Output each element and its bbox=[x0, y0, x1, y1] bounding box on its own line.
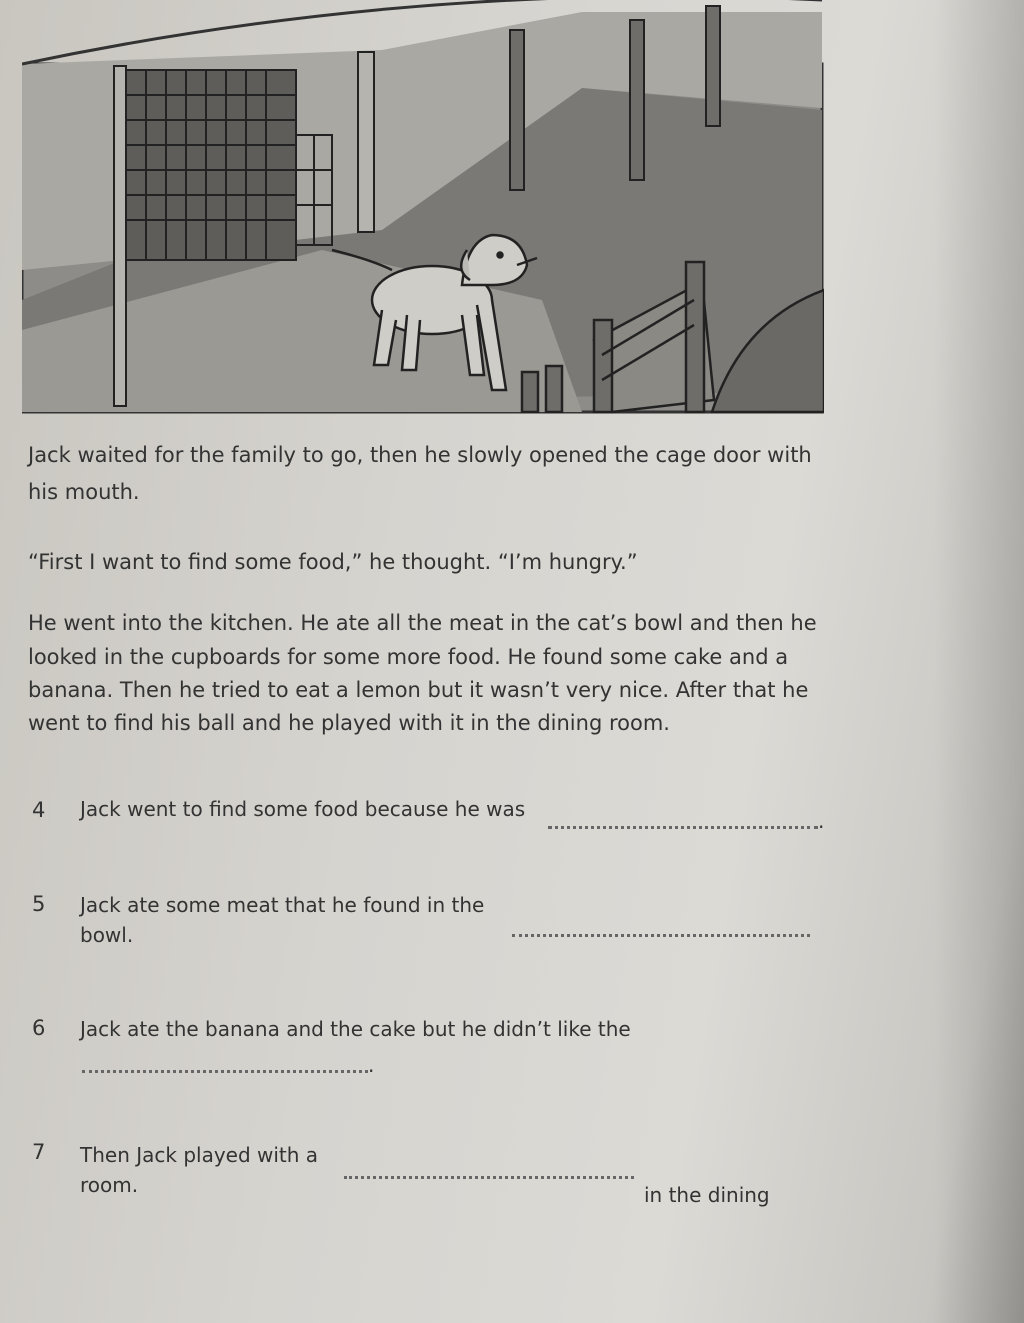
story-illustration bbox=[22, 0, 824, 415]
question-4-end: . bbox=[818, 809, 825, 833]
story-paragraph-line-2: looked in the cupboards for some more food. He found some cake and a bbox=[28, 645, 789, 669]
page-shadow bbox=[934, 0, 1024, 1323]
question-5-number: 5 bbox=[32, 892, 46, 916]
story-paragraph-line-3: banana. Then he tried to eat a lemon but it wasn’t very nice. After that he bbox=[28, 678, 809, 702]
question-4-answer-blank[interactable] bbox=[548, 826, 818, 829]
question-7-end: in the dining bbox=[644, 1183, 770, 1207]
question-5-text: Jack ate some meat that he found in the bbox=[80, 893, 485, 917]
story-line-2: his mouth. bbox=[28, 480, 140, 504]
question-4-text: Jack went to find some food because he was bbox=[80, 797, 526, 821]
question-7-number: 7 bbox=[32, 1140, 46, 1164]
dog-in-house-picture bbox=[22, 0, 824, 415]
story-paragraph-line-1: He went into the kitchen. He ate all the meat in the cat’s bowl and then he bbox=[28, 611, 817, 635]
question-4-number: 4 bbox=[32, 798, 46, 822]
story-paragraph-line-4: went to find his ball and he played with it in the dining room. bbox=[28, 711, 670, 735]
question-5-answer-blank[interactable] bbox=[512, 934, 810, 937]
question-5-end: bowl. bbox=[80, 923, 134, 947]
story-line-1: Jack waited for the family to go, then he slowly opened the cage door with bbox=[28, 443, 812, 467]
question-6-number: 6 bbox=[32, 1016, 46, 1040]
question-6-answer-blank[interactable] bbox=[82, 1070, 368, 1073]
question-7-text: Then Jack played with a bbox=[80, 1143, 319, 1167]
question-7-answer-blank[interactable] bbox=[344, 1176, 634, 1179]
question-7-room: room. bbox=[80, 1173, 139, 1197]
question-6-text: Jack ate the banana and the cake but he didn’t like the bbox=[80, 1017, 631, 1041]
story-quote: “First I want to find some food,” he thought. “I’m hungry.” bbox=[28, 550, 638, 574]
question-6-end: . bbox=[368, 1053, 375, 1077]
